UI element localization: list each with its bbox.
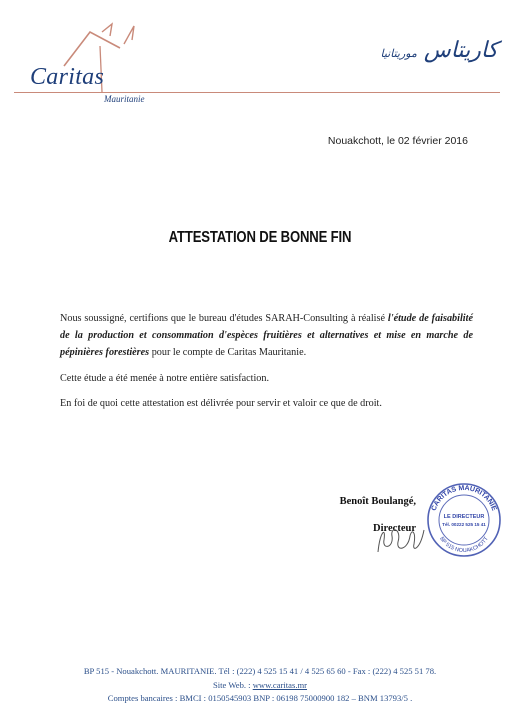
handwritten-signature	[372, 522, 428, 561]
arabic-brand-name: كاريتاس	[423, 38, 498, 63]
footer-web-link[interactable]: www.caritas.mr	[252, 679, 308, 690]
paragraph-closing: En foi de quoi cette attestation est délivrée pour servir et valoir ce que de droit.	[60, 398, 382, 409]
official-stamp	[424, 480, 504, 565]
paragraph-certification	[60, 310, 473, 361]
stamp-bottom-text: BP 515 NOUAKCHOTT	[438, 535, 490, 555]
footer-web-label: Site Web. :	[212, 679, 253, 690]
footer-address: BP 515 - Nouakchott. MAURITANIE. Tél : (222) 4 525 15 41 / 4 525 65 60 - Fax : (222) 4 525 51 78.	[83, 666, 437, 676]
signer-name: Benoît Boulangé,	[339, 496, 416, 507]
header-divider	[14, 92, 500, 93]
svg-text:CARITAS MAURITANIE	[431, 485, 498, 512]
letter-body	[60, 310, 473, 420]
brand-name: Caritas	[30, 64, 105, 90]
brand-sub: Mauritanie	[104, 94, 145, 104]
arabic-logo	[381, 38, 498, 63]
paragraph-satisfaction: Cette étude a été menée à notre entière satisfaction.	[60, 373, 270, 384]
document-title: ATTESTATION DE BONNE FIN	[168, 229, 352, 246]
letter-footer	[0, 665, 520, 706]
footer-bank-accounts: Comptes bancaires : BMCI : 0150545903 BNP : 06198 75000900 182 – BNM 13793/5 .	[107, 693, 413, 703]
para1-study-title: l'étude de faisabilité de la production et consommation d'espèces fruitières et alternatives et mise en marche de pépinières forestières	[60, 313, 473, 358]
para1-start: Nous soussigné, certifions que le bureau d'études SARAH-Consulting à réalisé	[60, 313, 388, 324]
caritas-logo	[28, 22, 198, 102]
stamp-line2: Tél. 00222 525 15 41	[442, 522, 486, 527]
signer-role: Directeur	[373, 523, 416, 534]
para1-end: pour le compte de Caritas Mauritanie.	[149, 347, 307, 358]
stamp-ring-text: CARITAS MAURITANIE	[430, 484, 498, 512]
footer-website	[0, 679, 520, 693]
stamp-line1: LE DIRECTEUR	[443, 514, 485, 520]
arabic-brand-sub: موريتانيا	[380, 47, 417, 60]
letter-date: Nouakchott, le 02 février 2016	[327, 135, 468, 147]
